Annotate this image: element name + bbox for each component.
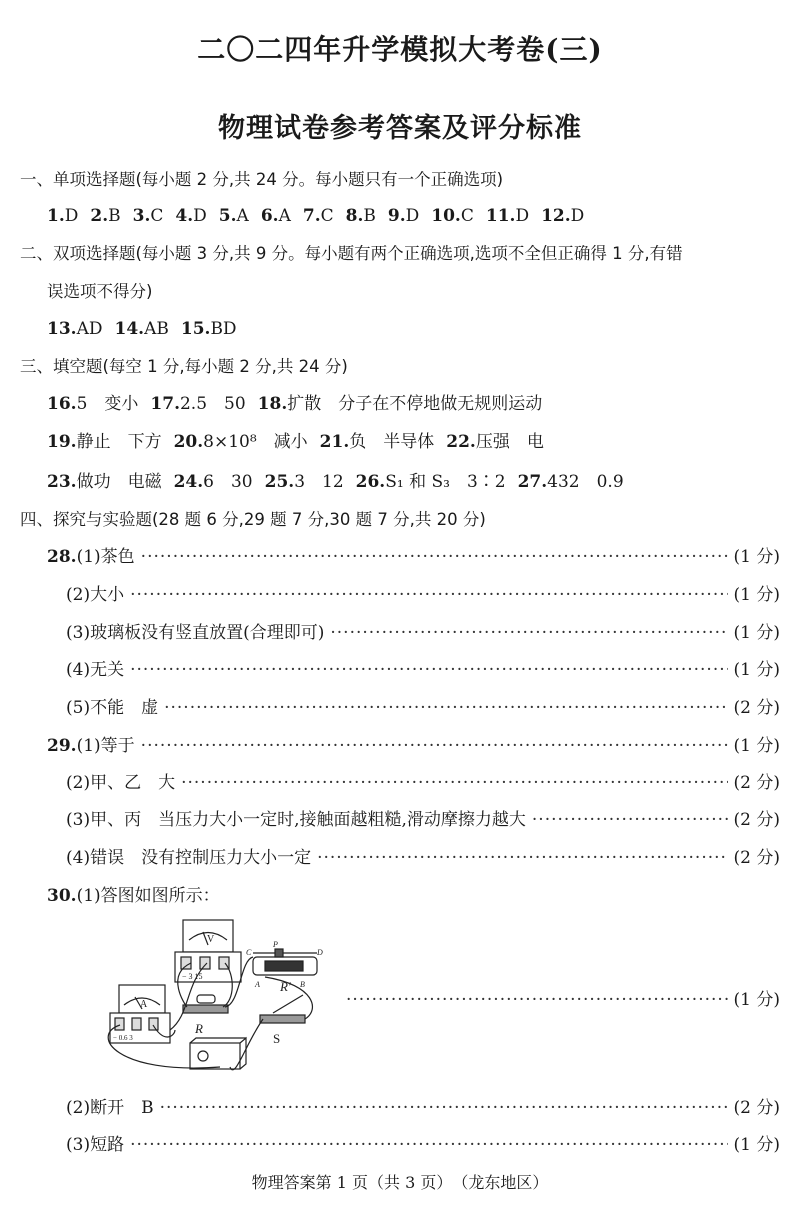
answer-text: C bbox=[150, 206, 164, 226]
answer-text: S₁ 和 S₃ 3∶2 bbox=[385, 472, 506, 492]
answer-text: (3)短路 bbox=[66, 1135, 125, 1155]
svg-text:P: P bbox=[273, 940, 278, 949]
answer-label bbox=[66, 583, 124, 607]
question-number: 11. bbox=[485, 206, 516, 226]
answer-text: D bbox=[405, 206, 420, 226]
answer-item bbox=[261, 206, 291, 226]
question-number: 12. bbox=[541, 206, 571, 226]
svg-text:− 0.6 3: − 0.6 3 bbox=[113, 1034, 133, 1042]
answer-text: B bbox=[108, 206, 121, 226]
answer-text: (1)茶色 bbox=[76, 547, 135, 567]
answer-text: A bbox=[278, 206, 291, 226]
score: (2 分) bbox=[733, 848, 780, 868]
svg-text:R′: R′ bbox=[280, 979, 291, 994]
leader-dots bbox=[164, 696, 727, 720]
answer-text: D bbox=[193, 206, 207, 226]
answer-item bbox=[47, 432, 162, 452]
answer-text: 432 0.9 bbox=[547, 472, 624, 492]
answer-text: A bbox=[236, 206, 249, 226]
question-number: 23. bbox=[47, 472, 77, 492]
answer-text: 6 30 bbox=[203, 472, 253, 492]
question-number: 20. bbox=[173, 432, 204, 452]
exam-title: 二〇二四年升学模拟大考卷(三) bbox=[197, 33, 603, 66]
scored-answer-row bbox=[0, 846, 780, 870]
question-number: 2. bbox=[90, 206, 109, 226]
answer-item bbox=[90, 206, 120, 226]
answer-text: (2)断开 B bbox=[66, 1098, 154, 1118]
resistor-icon bbox=[183, 995, 228, 1036]
leader-dots bbox=[160, 1096, 728, 1120]
answer-text: (4)无关 bbox=[66, 660, 125, 680]
answer-text: 2.5 50 bbox=[179, 394, 246, 414]
leader-dots bbox=[130, 1133, 727, 1157]
score: (2 分) bbox=[733, 1098, 780, 1118]
answer-text: D bbox=[515, 206, 530, 226]
scored-answer-row bbox=[0, 545, 780, 569]
question-number: 7. bbox=[302, 206, 321, 226]
answer-text: (4)错误 没有控制压力大小一定 bbox=[66, 848, 312, 868]
question-number: 10. bbox=[431, 206, 461, 226]
q30-intro: 30.(1)答图如图所示： bbox=[47, 886, 220, 906]
answer-item bbox=[265, 472, 344, 492]
question-number: 22. bbox=[446, 432, 476, 452]
question-number: 3. bbox=[132, 206, 151, 226]
question-number: 13. bbox=[47, 319, 77, 339]
section-1-answers bbox=[0, 204, 800, 228]
answer-item bbox=[388, 206, 419, 226]
answer-text: D bbox=[570, 206, 585, 226]
rheostat-icon bbox=[246, 940, 323, 994]
scored-answer-row bbox=[0, 734, 780, 758]
question-number: 19. bbox=[47, 432, 77, 452]
answer-item bbox=[446, 432, 544, 452]
section-3-line bbox=[0, 470, 800, 494]
answer-item bbox=[47, 206, 78, 226]
question-number: 16. bbox=[47, 394, 77, 414]
answer-item bbox=[346, 206, 376, 226]
answer-text: 负 半导体 bbox=[349, 432, 435, 452]
answer-text: (2)大小 bbox=[66, 585, 125, 605]
answer-item bbox=[541, 206, 584, 226]
answer-text: AD bbox=[76, 319, 103, 339]
voltmeter-icon bbox=[175, 920, 241, 982]
answer-item bbox=[303, 206, 334, 226]
svg-text:R: R bbox=[195, 1021, 203, 1036]
question-number: 18. bbox=[257, 394, 288, 414]
answer-text: C bbox=[320, 206, 334, 226]
score: (2 分) bbox=[733, 773, 780, 793]
scored-answer-row bbox=[0, 1133, 780, 1157]
score: (1 分) bbox=[733, 623, 780, 643]
question-number: 1. bbox=[47, 206, 65, 226]
section-3-heading: 三、填空题(每空 1 分,每小题 2 分,共 24 分) bbox=[20, 357, 348, 376]
answer-text: BD bbox=[210, 319, 237, 339]
svg-text:A: A bbox=[140, 999, 148, 1010]
question-number: 26. bbox=[355, 472, 386, 492]
scored-answer-row bbox=[0, 621, 780, 645]
svg-text:B: B bbox=[300, 980, 305, 989]
answer-text: 5 变小 bbox=[76, 394, 139, 414]
circuit-diagram bbox=[95, 915, 345, 1080]
question-number: 8. bbox=[345, 206, 364, 226]
svg-text:− 3 15: − 3 15 bbox=[182, 972, 203, 981]
section-2-heading: 二、双项选择题(每小题 3 分,共 9 分。每小题有两个正确选项,选项不全但正确得 1 分,有错 bbox=[20, 244, 683, 263]
answer-item bbox=[486, 206, 529, 226]
leader-dots bbox=[181, 771, 727, 795]
answer-label bbox=[66, 696, 158, 720]
answer-text: 8×10⁸ 减小 bbox=[203, 432, 308, 452]
question-number: 9. bbox=[387, 206, 406, 226]
section-3-line bbox=[0, 430, 800, 454]
leader-dots bbox=[317, 846, 727, 870]
answer-item bbox=[320, 432, 435, 452]
svg-text:V: V bbox=[207, 934, 215, 945]
scored-answer-row bbox=[0, 583, 780, 607]
question-number: 5. bbox=[218, 206, 237, 226]
question-number: 4. bbox=[175, 206, 194, 226]
scored-answer-row bbox=[0, 771, 780, 795]
answer-text: (2)甲、乙 大 bbox=[66, 773, 176, 793]
answer-label bbox=[47, 545, 135, 569]
answer-label bbox=[66, 846, 311, 870]
page-footer: 物理答案第 1 页（共 3 页） （龙东地区） bbox=[251, 1173, 549, 1192]
answer-label bbox=[66, 621, 324, 645]
leader-dots bbox=[330, 621, 727, 645]
answer-item bbox=[133, 206, 164, 226]
answer-text: (5)不能 虚 bbox=[66, 698, 159, 718]
score: (1 分) bbox=[733, 1135, 780, 1155]
answer-item bbox=[115, 319, 169, 339]
leader-dots bbox=[141, 545, 728, 569]
score: (1 分) bbox=[733, 736, 780, 756]
score: (1 分) bbox=[733, 660, 780, 680]
section-4-heading: 四、探究与实验题(28 题 6 分,29 题 7 分,30 题 7 分,共 20 分) bbox=[20, 510, 486, 529]
answer-text: 静止 下方 bbox=[76, 432, 162, 452]
leader-dots bbox=[130, 658, 727, 682]
answer-label bbox=[66, 808, 526, 832]
answer-label bbox=[66, 1133, 124, 1157]
answer-item bbox=[47, 319, 103, 339]
answer-item bbox=[174, 432, 308, 452]
answer-item bbox=[431, 206, 474, 226]
question-number: 6. bbox=[260, 206, 279, 226]
answer-label bbox=[66, 1096, 154, 1120]
switch-icon bbox=[260, 995, 305, 1046]
answer-label bbox=[66, 771, 175, 795]
score: (1 分) bbox=[733, 585, 780, 605]
svg-text:D: D bbox=[317, 948, 323, 957]
answer-item bbox=[175, 206, 206, 226]
leader-dots bbox=[141, 734, 728, 758]
answer-text: AB bbox=[144, 319, 169, 339]
section-2-answers bbox=[0, 317, 800, 341]
section-2-heading-cont: 误选项不得分) bbox=[47, 282, 153, 301]
answer-item bbox=[356, 472, 506, 492]
question-number: 25. bbox=[264, 472, 295, 492]
scored-answer-row bbox=[0, 696, 780, 720]
answer-text: 扩散 分子在不停地做无规则运动 bbox=[287, 394, 543, 414]
question-number: 28. bbox=[47, 547, 77, 567]
section-3-line bbox=[0, 392, 800, 416]
leader-dots bbox=[532, 808, 728, 832]
answer-label bbox=[66, 658, 124, 682]
question-number: 27. bbox=[517, 472, 548, 492]
answer-item bbox=[181, 319, 237, 339]
answer-text: 3 12 bbox=[294, 472, 344, 492]
exam-subtitle: 物理试卷参考答案及评分标准 bbox=[218, 113, 582, 144]
answer-text: 压强 电 bbox=[475, 432, 544, 452]
answer-label bbox=[47, 734, 135, 758]
answer-text: 做功 电磁 bbox=[76, 472, 162, 492]
question-number: 21. bbox=[319, 432, 350, 452]
answer-item bbox=[219, 206, 249, 226]
answer-text: C bbox=[460, 206, 474, 226]
question-number: 15. bbox=[180, 319, 211, 339]
answer-item bbox=[47, 472, 162, 492]
score: (2 分) bbox=[733, 698, 780, 718]
svg-text:S: S bbox=[273, 1031, 281, 1046]
answer-text: (1)等于 bbox=[76, 736, 135, 756]
question-number: 14. bbox=[114, 319, 145, 339]
q30-diagram-score: ····· (1 分) bbox=[340, 988, 780, 1012]
question-number: 24. bbox=[173, 472, 204, 492]
svg-text:A: A bbox=[255, 980, 260, 989]
question-number: 17. bbox=[150, 394, 180, 414]
answer-item bbox=[47, 394, 138, 414]
scored-answer-row bbox=[0, 1096, 780, 1120]
answer-text: (3)玻璃板没有竖直放置(合理即可) bbox=[66, 623, 325, 643]
answer-item bbox=[518, 472, 624, 492]
question-number: 29. bbox=[47, 736, 77, 756]
score: (1 分) bbox=[733, 547, 780, 567]
leader-dots bbox=[130, 583, 727, 607]
svg-text:C: C bbox=[246, 948, 252, 957]
answer-item bbox=[150, 394, 245, 414]
scored-answer-row bbox=[0, 658, 780, 682]
answer-item bbox=[258, 394, 543, 414]
answer-text: B bbox=[363, 206, 376, 226]
score: (2 分) bbox=[733, 810, 780, 830]
answer-text: (3)甲、丙 当压力大小一定时,接触面越粗糙,滑动摩擦力越大 bbox=[66, 810, 526, 830]
answer-text: D bbox=[64, 206, 79, 226]
answer-item bbox=[174, 472, 253, 492]
scored-answer-row bbox=[0, 808, 780, 832]
section-1-heading: 一、单项选择题(每小题 2 分,共 24 分。每小题只有一个正确选项) bbox=[20, 170, 504, 189]
